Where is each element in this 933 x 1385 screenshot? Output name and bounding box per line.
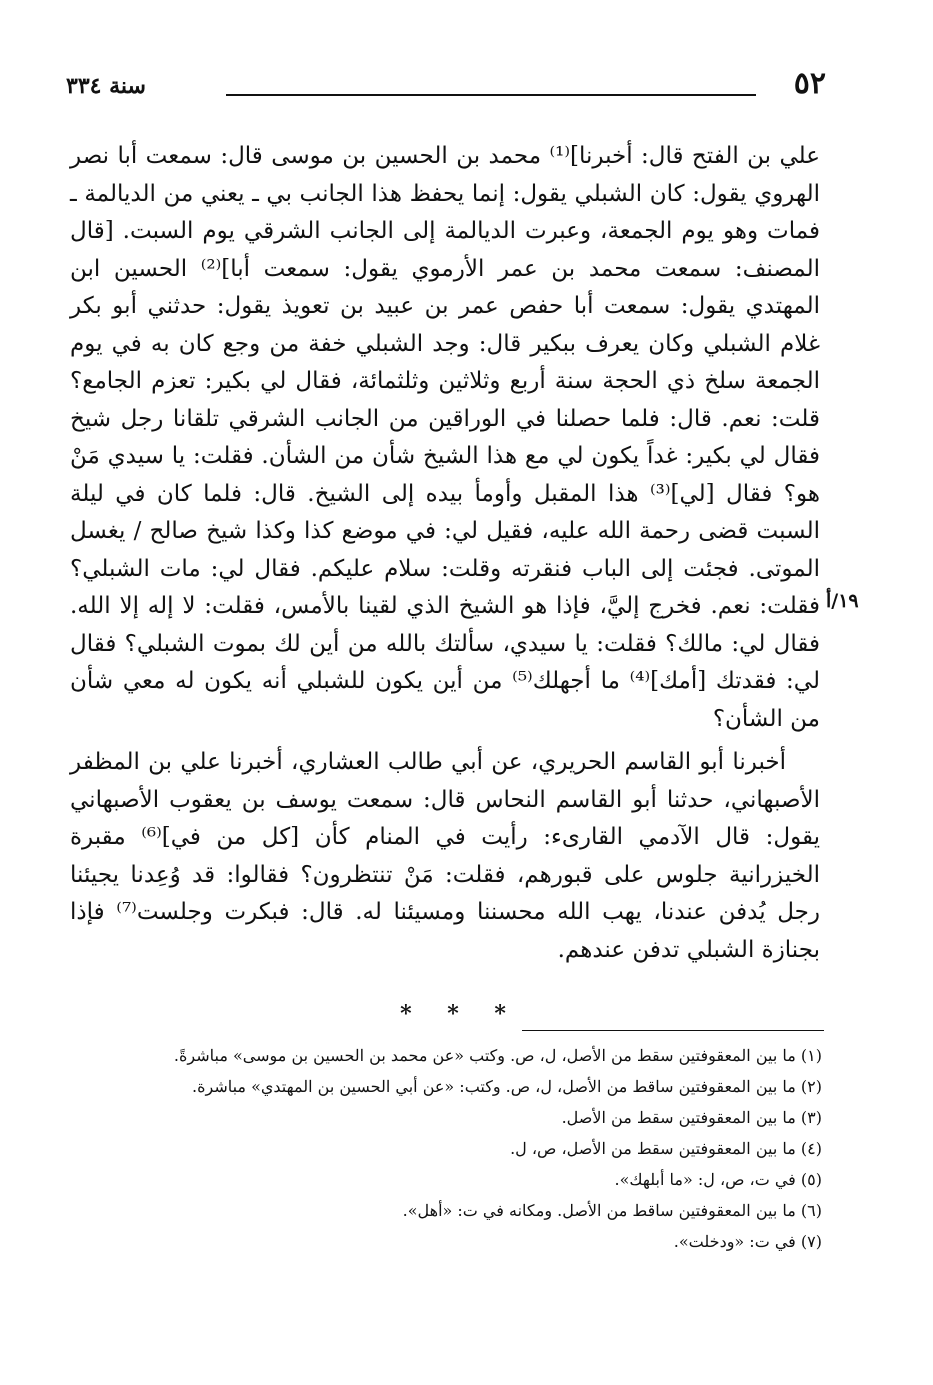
page-number: ٥٢: [793, 66, 826, 101]
header-rule: [226, 94, 756, 96]
footnotes: [100, 1040, 822, 1257]
running-title: سنة ٣٣٤: [66, 73, 146, 99]
margin-folio-note: ١٩/أ: [826, 590, 859, 612]
paragraph: علي بن الفتح قال: أخبرنا]⁽¹⁾ محمد بن الحسين بن موسى قال: سمعت أبا نصر الهروي يقول: كان الشبلي يقول: إنما يحفظ هذا الجانب بي ـ يعني من الديالمة ـ فمات وهو يوم الجمعة، وعبرت الديالمة إلى الجانب الشرقي يوم السبت. [قال المصنف: سمعت محمد بن عمر الأرموي يقول: سمعت أبا]⁽²⁾ الحسين ابن المهتدي يقول: سمعت أبا حفص عمر بن عبيد بن تعويذ يقول: حدثني أبو بكر غلام الشبلي وكان يعرف ببكير قال: وجد الشبلي خفة من وجع كان به في يوم الجمعة سلخ ذي الحجة سنة أربع وثلاثين وثلثمائة، فقال لي بكير: تعزم الجامع؟ قلت: نعم. قال: فلما حصلنا في الوراقين من الجانب الشرقي تلقانا رجل شيخ فقال لي بكير: غداً يكون لي مع هذا الشيخ شأن من الشأن. فقلت: يا سيدي مَنْ هو؟ فقال [لي]⁽³⁾ هذا المقبل وأومأ بيده إلى الشيخ. قال: فلما كان في ليلة السبت قضى رحمة الله عليه، فقيل لي: في موضع كذا وكذا شيخ صالح / يغسل الموتى. فجئت إلى الباب فنقرته وقلت: سلام عليكم. فقال لي: مات الشبلي؟ فقلت: نعم. فخرج إليَّ، فإذا هو الشيخ الذي لقينا بالأمس، فقلت: لا إله إلا الله. فقال لي: مالك؟ فقلت: يا سيدي، سألتك بالله من أين لك بموت الشبلي؟ فقال لي: فقدتك [أمك]⁽⁴⁾ ما أجهلك⁽⁵⁾ من أين يكون للشبلي أنه يكون له معي شأن من الشأن؟: [70, 143, 820, 732]
footnote: (٣) ما بين المعقوفتين سقط من الأصل.: [561, 1108, 822, 1127]
main-text: [70, 138, 820, 969]
section-separator: * * *: [400, 1001, 520, 1027]
footnote: (٢) ما بين المعقوفتين ساقط من الأصل، ل، ص. وكتب: «عن أبي الحسين بن المهتدي» مباشرة.: [192, 1077, 822, 1096]
footnote: (١) ما بين المعقوفتين سقط من الأصل، ل، ص. وكتب «عن محمد بن الحسين بن موسى» مباشرةً.: [173, 1046, 822, 1065]
footnote: (٦) ما بين المعقوفتين ساقط من الأصل. ومكانه في ت: «أهل».: [402, 1201, 822, 1220]
paragraph: أخبرنا أبو القاسم الحريري، عن أبي طالب العشاري، أخبرنا علي بن المظفر الأصبهاني، حدثنا أبو القاسم النحاس قال: سمعت يوسف بن يعقوب الأصبهاني يقول: قال الآدمي القارىء: رأيت في المنام كأن [كل من في]⁽⁶⁾ مقبرة الخيزرانية جلوس على قبورهم، فقلت: مَنْ تنتظرون؟ فقالوا: قد وُعِدنا يجيئنا رجل يُدفن عندنا، يهب الله محسننا ومسيئنا له. قال: فبكرت وجلست⁽⁷⁾ فإذا بجنازة الشبلي تدفن عندهم.: [70, 749, 820, 963]
page-header: [66, 64, 826, 108]
footnote: (٧) في ت: «ودخلت».: [673, 1232, 822, 1251]
footnote-rule: [522, 1030, 824, 1031]
footnote: (٥) في ت، ص، ل: «ما أبلهك».: [614, 1170, 822, 1189]
footnote: (٤) ما بين المعقوفتين سقط من الأصل، ص، ل.: [510, 1139, 822, 1158]
